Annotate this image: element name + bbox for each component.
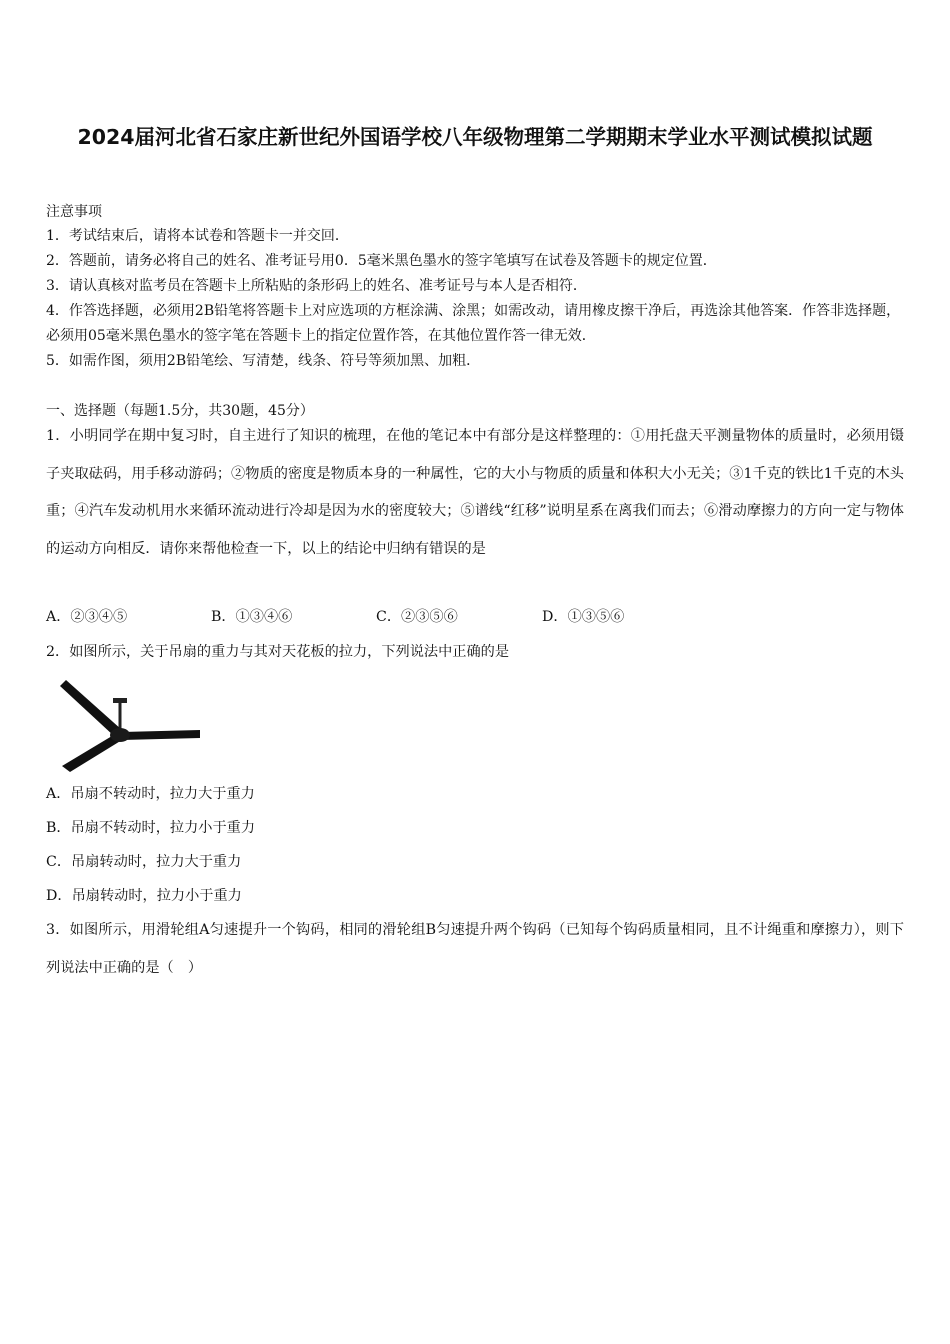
- option-d[interactable]: D．吊扇转动时，拉力小于重力: [46, 888, 242, 904]
- question-stem: 3．如图所示，用滑轮组A匀速提升一个钩码，相同的滑轮组B匀速提升两个钩码（已知每个钩码质量相同，且不计绳重和摩擦力），则下列说法中正确的是（ ）: [46, 922, 904, 976]
- fan-blade-upper: [60, 680, 122, 736]
- note-item: 3．请认真核对监考员在答题卡上所粘贴的条形码上的姓名、准考证号与本人是否相符．: [46, 278, 587, 294]
- option-b[interactable]: B．吊扇不转动时，拉力小于重力: [46, 820, 256, 836]
- question-2: [46, 634, 904, 672]
- option-a[interactable]: A．②③④⑤: [46, 609, 128, 625]
- option-d[interactable]: D．①③⑤⑥: [542, 609, 625, 625]
- note-item: 1．考试结束后，请将本试卷和答题卡一并交回．: [46, 228, 349, 244]
- question-stem: 1．小明同学在期中复习时，自主进行了知识的梳理，在他的笔记本中有部分是这样整理的：①用托盘天平测量物体的质量时，必须用镊子夹取砝码，用手移动游码；②物质的密度是物质本身的一种属性，它的大小与物质的质量和体积大小无关；③1千克的铁比1千克的木头重；④汽车发动机用水来循环流动进行冷却是因为水的密度较大；⑤谱线“红移”说明星系在离我们而去；⑥滑动摩擦力的方向一定与物体的运动方向相反．请你来帮他检查一下，以上的结论中归纳有错误的是: [46, 428, 904, 557]
- question-stem: 2．如图所示，关于吊扇的重力与其对天花板的拉力，下列说法中正确的是: [46, 644, 510, 660]
- question-3: [46, 912, 904, 987]
- fan-hub: [110, 728, 130, 742]
- option-c[interactable]: C．②③⑤⑥: [376, 609, 458, 625]
- note-item: 2．答题前，请务必将自己的姓名、准考证号用0．5毫米黑色墨水的签字笔填写在试卷及答题卡的规定位置．: [46, 253, 717, 269]
- option-a[interactable]: A．吊扇不转动时，拉力大于重力: [46, 786, 255, 802]
- note-item: 5．如需作图，须用2B铅笔绘、写清楚，线条、符号等须加黑、加粗．: [46, 353, 481, 369]
- ceiling-fan-figure: [50, 672, 210, 778]
- question-1: [46, 418, 904, 568]
- notes-block: [46, 200, 908, 374]
- notes-heading: 注意事项: [46, 204, 102, 220]
- section-heading: 一、选择题（每题1.5分，共30题，45分）: [46, 403, 314, 419]
- fan-mount: [113, 698, 127, 703]
- option-c[interactable]: C．吊扇转动时，拉力大于重力: [46, 854, 242, 870]
- option-b[interactable]: B．①③④⑥: [211, 609, 293, 625]
- note-item: 4．作答选择题，必须用2B铅笔将答题卡上对应选项的方框涂满、涂黑；如需改动，请用橡皮擦干净后，再选涂其他答案．作答非选择题，必须用05毫米黑色墨水的签字笔在答题卡上的指定位置作答，在其他位置作答一律无效．: [46, 303, 901, 344]
- page-title: 2024届河北省石家庄新世纪外国语学校八年级物理第二学期期末学业水平测试模拟试题: [77, 125, 873, 149]
- fan-blade-right: [124, 730, 200, 740]
- fan-blade-lower: [62, 736, 122, 772]
